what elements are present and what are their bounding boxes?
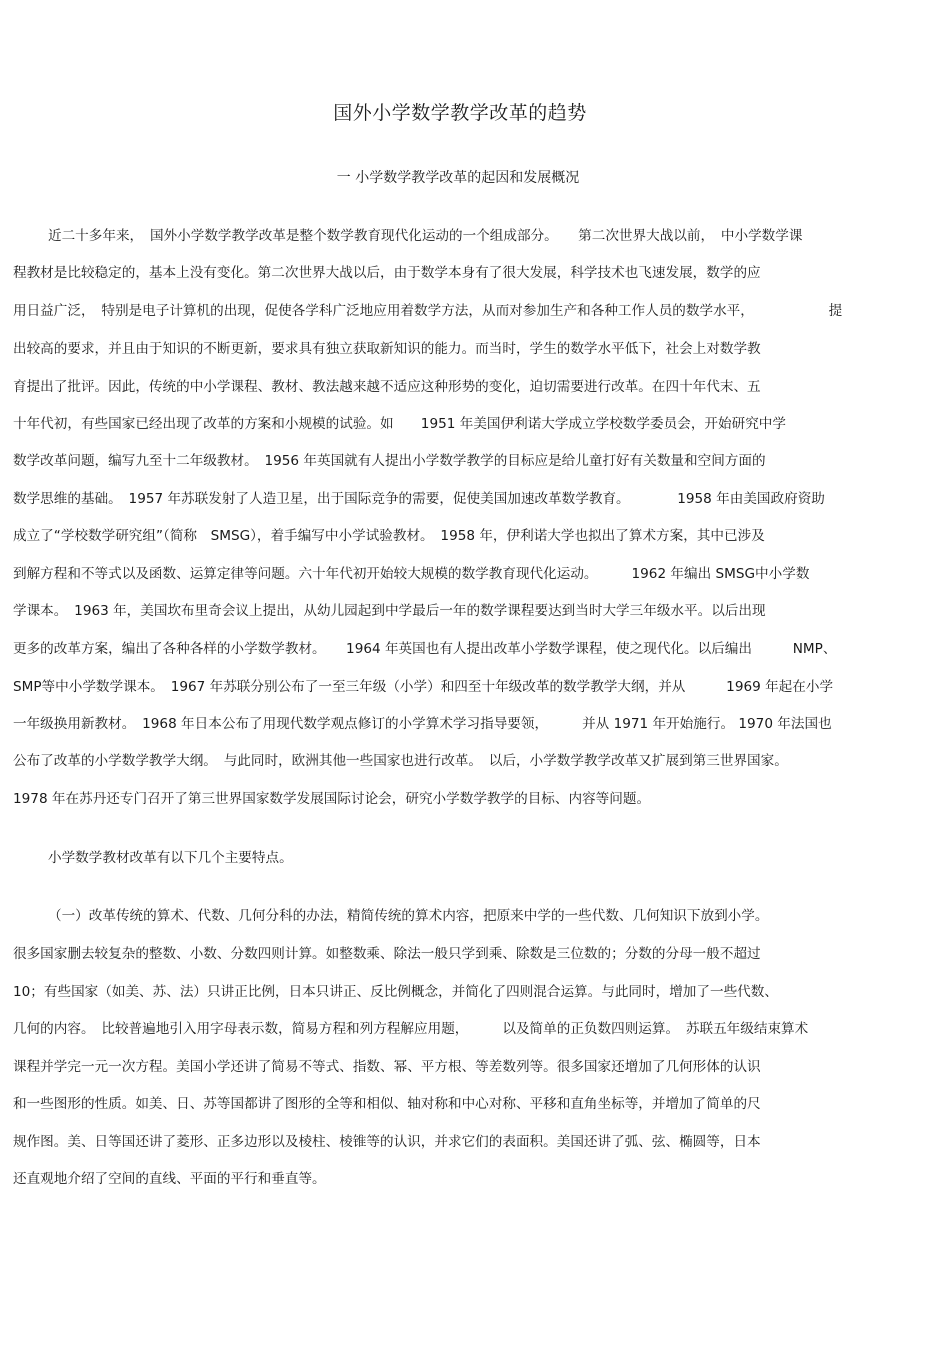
paragraph-line: 学课本。 1963 年，美国坎布里奇会议上提出，从幼儿园起到中学最后一年的数学课程要达到当时大学三年级水平。以后出现 [13, 603, 766, 619]
paragraph-line: 公布了改革的小学数学教学大纲。 与此同时，欧洲其他一些国家也进行改革。 以后，小学数学教学改革又扩展到第三世界国家。 [13, 753, 788, 769]
paragraph-line: 成立了“学校数学研究组”（简称 SMSG），着手编写中小学试验教材。 1958 年，伊利诺大学也拟出了算术方案，其中已涉及 [13, 528, 765, 544]
paragraph-line: 和一些图形的性质。如美、日、苏等国都讲了图形的全等和相似、轴对称和中心对称、平移和直角坐标等，并增加了简单的尺 [13, 1096, 761, 1112]
paragraph-line: 近二十多年来， 国外小学数学教学改革是整个数学教育现代化运动的一个组成部分。 第二次世界大战以前， 中小学数学课 [48, 228, 803, 244]
paragraph-line: 一年级换用新教材。 1968 年日本公布了用现代数学观点修订的小学算术学习指导要领， 并从 1971 年开始施行。 1970 年法国也 [13, 716, 832, 732]
paragraph-line: 出较高的要求，并且由于知识的不断更新，要求具有独立获取新知识的能力。而当时，学生的数学水平低下，社会上对数学教 [13, 341, 761, 357]
paragraph-line: 到解方程和不等式以及函数、运算定律等问题。六十年代初开始较大规模的数学教育现代化运动。 1962 年编出 SMSG中小学数 [13, 566, 810, 582]
paragraph-line: 规作图。美、日等国还讲了菱形、正多边形以及棱柱、棱锥等的认识，并求它们的表面积。美国还讲了弧、弦、椭圆等，日本 [13, 1134, 761, 1150]
paragraph-line: SMP等中小学数学课本。 1967 年苏联分别公布了一至三年级（小学）和四至十年级改革的数学教学大纲，并从 1969 年起在小学 [13, 679, 834, 695]
section-heading: 一 小学数学教学改革的起因和发展概况 [336, 170, 580, 186]
paragraph-line: 1978 年在苏丹还专门召开了第三世界国家数学发展国际讨论会，研究小学数学教学的目标、内容等问题。 [13, 791, 651, 807]
document-title: 国外小学数学教学改革的趋势 [333, 102, 587, 124]
paragraph-line: 用日益广泛， 特别是电子计算机的出现，促使各学科广泛地应用着数学方法，从而对参加生产和各种工作人员的数学水平， 提 [13, 303, 843, 319]
paragraph-line: 数学改革问题，编写九至十二年级教材。 1956 年英国就有人提出小学数学教学的目标应是给儿童打好有关数量和空间方面的 [13, 453, 766, 469]
paragraph-line: 10；有些国家（如美、苏、法）只讲正比例，日本只讲正、反比例概念，并简化了四则混合运算。与此同时，增加了一些代数、 [13, 984, 778, 1000]
paragraph-line: 还直观地介绍了空间的直线、平面的平行和垂直等。 [13, 1171, 326, 1187]
paragraph-line: 小学数学教材改革有以下几个主要特点。 [48, 850, 293, 866]
paragraph-line: 育提出了批评。因此，传统的中小学课程、教材、教法越来越不适应这种形势的变化，迫切需要进行改革。在四十年代末、五 [13, 379, 761, 395]
paragraph-line: 几何的内容。 比较普遍地引入用字母表示数，简易方程和列方程解应用题， 以及简单的正负数四则运算。 苏联五年级结束算术 [13, 1021, 809, 1037]
paragraph-line: 很多国家删去较复杂的整数、小数、分数四则计算。如整数乘、除法一般只学到乘、除数是三位数的；分数的分母一般不超过 [13, 946, 761, 962]
paragraph-line: 更多的改革方案，编出了各种各样的小学数学教材。 1964 年英国也有人提出改革小学数学课程，使之现代化。以后编出 NMP、 [13, 641, 837, 657]
paragraph-line: 课程并学完一元一次方程。美国小学还讲了简易不等式、指数、幂、平方根、等差数列等。很多国家还增加了几何形体的认识 [13, 1059, 761, 1075]
paragraph-line: 十年代初，有些国家已经出现了改革的方案和小规模的试验。如 1951 年美国伊利诺大学成立学校数学委员会，开始研究中学 [13, 416, 786, 432]
paragraph-line: 数学思维的基础。 1957 年苏联发射了人造卫星，出于国际竞争的需要，促使美国加速改革数学教育。 1958 年由美国政府资助 [13, 491, 825, 507]
paragraph-line: （一）改革传统的算术、代数、几何分科的办法，精简传统的算术内容，把原来中学的一些代数、几何知识下放到小学。 [48, 908, 769, 924]
paragraph-line: 程教材是比较稳定的，基本上没有变化。第二次世界大战以后，由于数学本身有了很大发展，科学技术也飞速发展，数学的应 [13, 265, 761, 281]
